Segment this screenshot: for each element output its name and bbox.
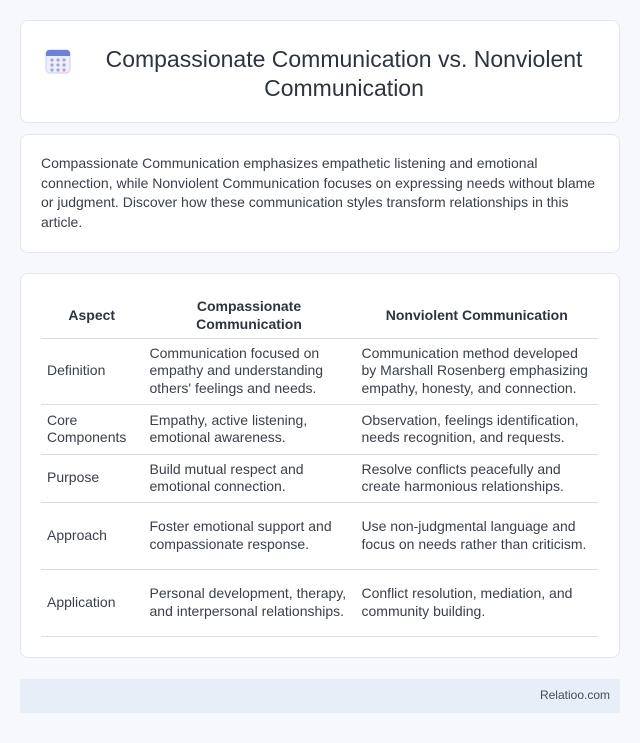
- comparison-table: [41, 294, 598, 637]
- table-row: [41, 454, 598, 502]
- title-row: [21, 21, 619, 103]
- table-row: [41, 502, 598, 569]
- aspect-cell: Core Components: [41, 404, 143, 454]
- table-row: [41, 338, 598, 404]
- footer-brand[interactable]: Relatioo.com: [539, 688, 610, 702]
- aspect-cell: Approach: [41, 502, 143, 569]
- table-header-row: [41, 294, 598, 338]
- compassionate-cell: Personal development, therapy, and interpersonal relationships.: [143, 569, 355, 636]
- column-header-aspect: Aspect: [41, 294, 143, 338]
- compassionate-cell: Build mutual respect and emotional connection.: [143, 454, 355, 502]
- intro-card: [20, 134, 620, 253]
- nonviolent-cell: Communication method developed by Marshall Rosenberg emphasizing empathy, honesty, and connection.: [355, 338, 598, 404]
- nonviolent-cell: Conflict resolution, mediation, and community building.: [355, 569, 598, 636]
- compassionate-cell: Communication focused on empathy and understanding others' feelings and needs.: [143, 338, 355, 404]
- aspect-cell: Application: [41, 569, 143, 636]
- compassionate-cell: Empathy, active listening, emotional awareness.: [143, 404, 355, 454]
- title-card: [20, 20, 620, 123]
- aspect-cell: Purpose: [41, 454, 143, 502]
- table-row: [41, 404, 598, 454]
- table-row: [41, 569, 598, 636]
- column-header-compassionate: Compassionate Communication: [143, 294, 355, 338]
- calendar-icon: [45, 48, 71, 74]
- page-title: Compassionate Communication vs. Nonviolent Communication: [105, 46, 583, 101]
- column-header-nonviolent: Nonviolent Communication: [355, 294, 598, 338]
- nonviolent-cell: Use non-judgmental language and focus on needs rather than criticism.: [355, 502, 598, 569]
- intro-text: Compassionate Communication emphasizes empathetic listening and emotional connection, while Nonviolent Communication focuses on expressing needs without blame or judgment. Discover how these communication styles transform relationships in this article.: [41, 155, 596, 230]
- aspect-cell: Definition: [41, 338, 143, 404]
- comparison-table-card: [20, 273, 620, 658]
- footer-bar: [20, 679, 620, 713]
- nonviolent-cell: Observation, feelings identification, needs recognition, and requests.: [355, 404, 598, 454]
- compassionate-cell: Foster emotional support and compassionate response.: [143, 502, 355, 569]
- nonviolent-cell: Resolve conflicts peacefully and create harmonious relationships.: [355, 454, 598, 502]
